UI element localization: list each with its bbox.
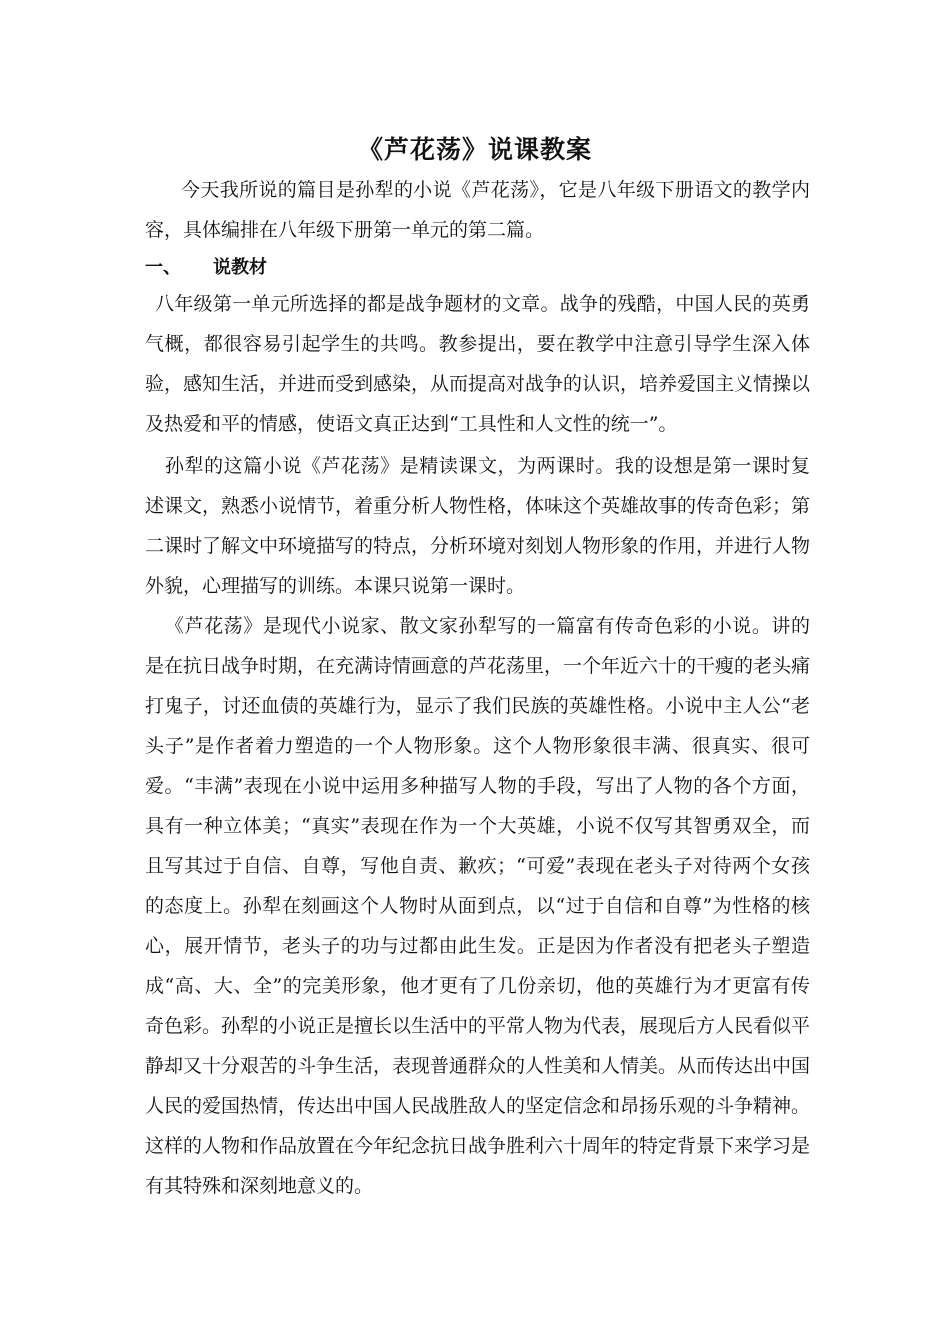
- section-heading: [145, 248, 810, 288]
- intro-paragraph: 今天我所说的篇目是孙犁的小说《芦花荡》，它是八年级下册语文的教学内容，具体编排在八年级下册第一单元的第二篇。: [145, 179, 810, 241]
- body-paragraph: 《芦花荡》是现代小说家、散文家孙犁写的一篇富有传奇色彩的小说。讲的是在抗日战争时期，在充满诗情画意的芦花荡里，一个年近六十的干瘦的老头痛打鬼子，讨还血债的英雄行为，显示了我们民族的英雄性格。小说中主人公“老头子”是作者着力塑造的一个人物形象。这个人物形象很丰满、很真实、很可爱。“丰满”表现在小说中运用多种描写人物的手段，写出了人物的各个方面，具有一种立体美；“真实”表现在作为一个大英雄，小说不仅写其智勇双全，而且写其过于自信、自尊，写他自责、歉疚；“可爱”表现在老头子对待两个女孩的态度上。孙犁在刻画这个人物时从面到点，以“过于自信和自尊”为性格的核心，展开情节，老头子的功与过都由此生发。正是因为作者没有把老头子塑造成“高、大、全”的完美形象，他才更有了几份亲切，他的英雄行为才更富有传奇色彩。孙犁的小说正是擅长以生活中的平常人物为代表，展现后方人民看似平静却又十分艰苦的斗争生活，表现普通群众的人性美和人情美。从而传达出中国人民的爱国热情，传达出中国人民战胜敌人的坚定信念和昂扬乐观的斗争精神。这样的人物和作品放置在今年纪念抗日战争胜利六十周年的特定背景下来学习是有其特殊和深刻地意义的。: [145, 615, 811, 1197]
- body-paragraph: 八年级第一单元所选择的都是战争题材的文章。战争的残酷，中国人民的英勇气概，都很容易引起学生的共鸣。教参提出，要在教学中注意引导学生深入体验，感知生活，并进而受到感染，从而提高对战争的认识，培养爱国主义情操以及热爱和平的情感，使语文真正达到“工具性和人文性的统一”。: [145, 293, 811, 435]
- section-label: 说教材: [213, 257, 267, 278]
- body-paragraph: 孙犁的这篇小说《芦花荡》是精读课文，为两课时。我的设想是第一课时复述课文，熟悉小说情节，着重分析人物性格，体味这个英雄故事的传奇色彩；第二课时了解文中环境描写的特点，分析环境对刻划人物形象的作用，并进行人物外貌，心理描写的训练。本课只说第一课时。: [145, 455, 811, 597]
- document-title: 《芦花荡》说课教案: [357, 135, 592, 164]
- section-number: 一、: [145, 257, 181, 278]
